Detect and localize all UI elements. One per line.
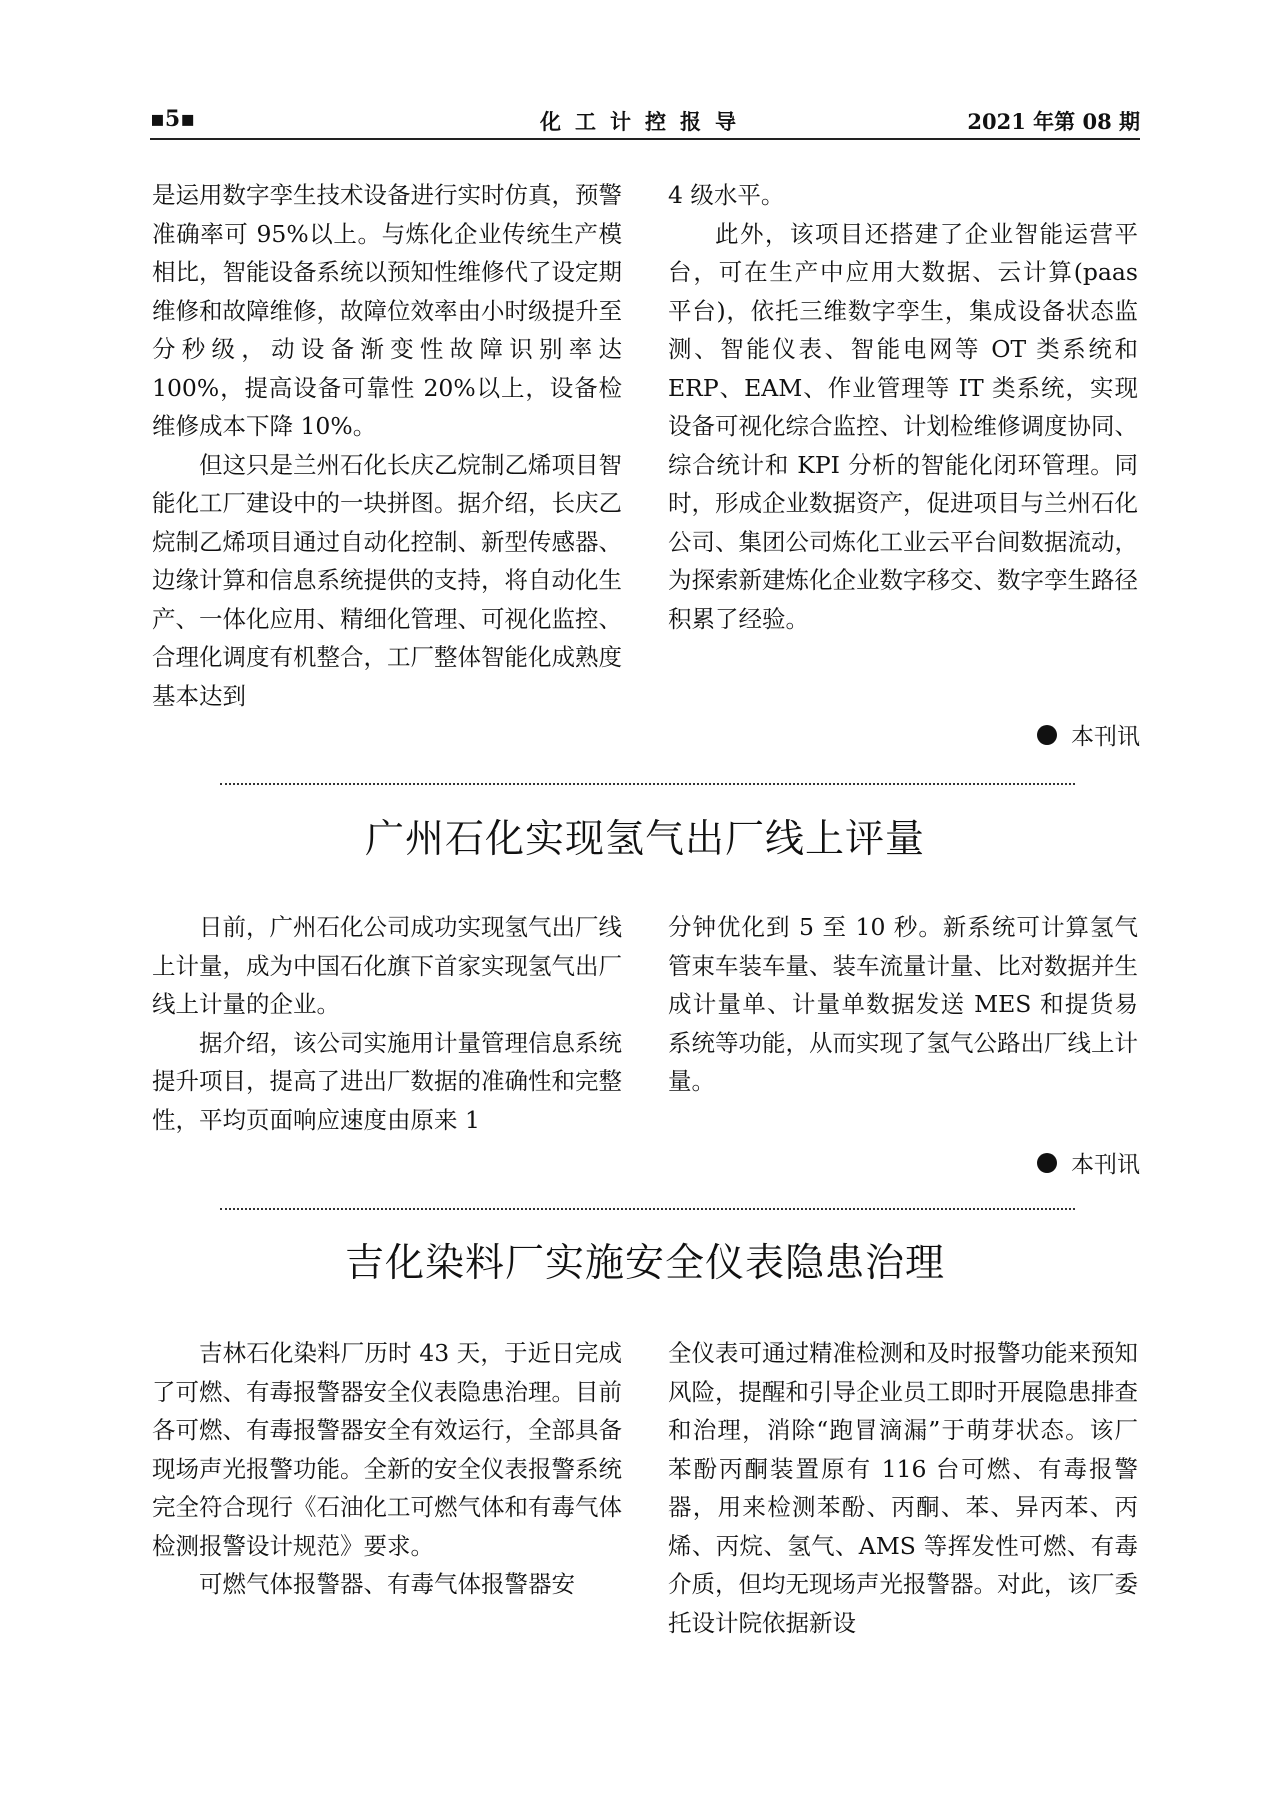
article1-left-column bbox=[152, 176, 622, 715]
article3-paragraph: 可燃气体报警器、有毒气体报警器安 bbox=[199, 1570, 575, 1598]
page-number: ▪5▪ bbox=[150, 106, 196, 132]
byline-text: 本刊讯 bbox=[1071, 1152, 1140, 1178]
bullet-dot-icon bbox=[1037, 725, 1057, 745]
journal-title: 化工计控报导 bbox=[540, 109, 750, 134]
article3-title: 吉化染料厂实施安全仪表隐患治理 bbox=[344, 1241, 945, 1286]
article3-left-column bbox=[152, 1334, 622, 1604]
article1-paragraph: 此外，该项目还搭建了企业智能运营平台，可在生产中应用大数据、云计算(paas 平台)，依托三维数字孪生，集成设备状态监测、智能仪表、智能电网等 OT 类系统和 ERP、EAM、作业管理等 IT 类系统，实现设备可视化综合监控、计划检维修调度协同、综合统计和 KPI 分析的智能化闭环管理。同时，形成企业数据资产，促进项目与兰州石化公司、集团公司炼化工业云平台间数据流动，为探索新建炼化企业数字移交、数字孪生路径积累了经验。 bbox=[668, 219, 1138, 633]
article2-byline bbox=[1037, 1146, 1140, 1179]
article3-right-column bbox=[668, 1334, 1138, 1642]
article2-right-column bbox=[668, 908, 1138, 1101]
byline-text: 本刊讯 bbox=[1071, 724, 1140, 750]
article1-byline bbox=[1037, 718, 1140, 751]
page-header bbox=[150, 104, 1140, 140]
article2-left-column bbox=[152, 908, 622, 1139]
article1-right-column bbox=[668, 176, 1138, 638]
article1-paragraph: 但这只是兰州石化长庆乙烷制乙烯项目智能化工厂建设中的一块拼图。据介绍，长庆乙烷制乙烯项目通过自动化控制、新型传感器、边缘计算和信息系统提供的支持，将自动化生产、一体化应用、精细化管理、可视化监控、合理化调度有机整合，工厂整体智能化成熟度基本达到 bbox=[152, 450, 622, 710]
bullet-dot-icon bbox=[1037, 1153, 1057, 1173]
issue-label: 2021 年第 08 期 bbox=[967, 109, 1140, 134]
article1-paragraph: 4 级水平。 bbox=[668, 181, 785, 209]
article2-paragraph: 据介绍，该公司实施用计量管理信息系统提升项目，提高了进出厂数据的准确性和完整性，平均页面响应速度由原来 1 bbox=[152, 1028, 622, 1134]
article2-title: 广州石化实现氢气出厂线上评量 bbox=[364, 817, 925, 862]
article1-paragraph: 是运用数字孪生技术设备进行实时仿真，预警准确率可 95%以上。与炼化企业传统生产模相比，智能设备系统以预知性维修代了设定期维修和故障维修，故障位效率由小时级提升至分秒级，动设备渐变性故障识别率达 100%，提高设备可靠性 20%以上，设备检维修成本下降 10%。 bbox=[152, 181, 622, 440]
article3-paragraph: 吉林石化染料厂历时 43 天，于近日完成了可燃、有毒报警器安全仪表隐患治理。目前各可燃、有毒报警器安全有效运行，全部具备现场声光报警功能。全新的安全仪表报警系统完全符合现行《石油化工可燃气体和有毒气体检测报警设计规范》要求。 bbox=[152, 1339, 622, 1560]
article3-paragraph: 全仪表可通过精准检测和及时报警功能来预知风险，提醒和引导企业员工即时开展隐患排查和治理，消除“跑冒滴漏”于萌芽状态。该厂苯酚丙酮装置原有 116 台可燃、有毒报警器，用来检测苯酚、丙酮、苯、异丙苯、丙烯、丙烷、氢气、AMS 等挥发性可燃、有毒介质，但均无现场声光报警器。对此，该厂委托设计院依据新设 bbox=[668, 1339, 1138, 1637]
article2-paragraph: 分钟优化到 5 至 10 秒。新系统可计算氢气管束车装车量、装车流量计量、比对数据并生成计量单、计量单数据发送 MES 和提货易系统等功能，从而实现了氢气公路出厂线上计量。 bbox=[668, 913, 1138, 1095]
article2-paragraph: 日前，广州石化公司成功实现氢气出厂线上计量，成为中国石化旗下首家实现氢气出厂线上计量的企业。 bbox=[152, 913, 622, 1018]
section-divider bbox=[220, 783, 1075, 785]
section-divider bbox=[220, 1208, 1075, 1210]
